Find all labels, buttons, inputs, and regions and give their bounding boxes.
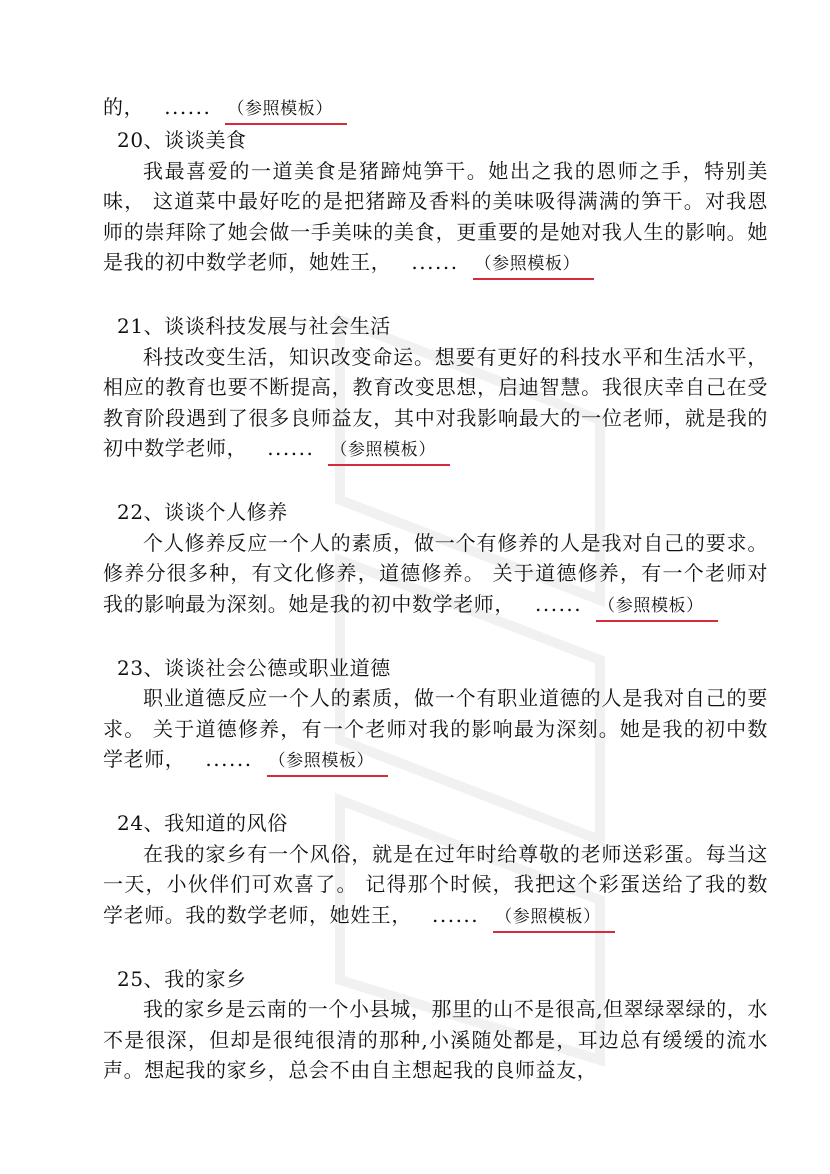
section-22: [103, 497, 768, 622]
ellipsis: ......: [164, 95, 212, 119]
section-paragraph: [103, 528, 768, 622]
template-reference-link[interactable]: （参照模板）: [225, 98, 347, 125]
section-paragraph: [103, 156, 768, 281]
paragraph-text: 我最喜爱的一道美食是猪蹄炖笋干。她出之我的恩师之手，特别美味， 这道菜中最好吃的是把猪蹄及香料的美味吸得满满的笋干。对我恩师的崇拜除了她会做一手美味的美食，更重要的是她对我人生的影响。她是我的初中数学老师，她姓王，: [103, 158, 768, 274]
ellipsis: ......: [267, 436, 315, 460]
section-25: [103, 964, 768, 1086]
section-20: [103, 125, 768, 280]
section-23: [103, 653, 768, 778]
template-reference-link[interactable]: （参照模板）: [473, 253, 595, 280]
ellipsis: ......: [432, 902, 480, 927]
section-24: [103, 808, 768, 933]
section-paragraph: [103, 342, 768, 467]
section-paragraph: [103, 994, 768, 1086]
section-paragraph: [103, 683, 768, 777]
paragraph-text: 在我的家乡有一个风俗，就是在过年时给尊敬的老师送彩蛋。每当这一天，小伙伴们可欢喜了。 记得那个时候，我把这个彩蛋送给了我的数学老师。我的数学老师，她姓王，: [103, 841, 768, 927]
section-heading: 20、谈谈美食: [117, 128, 247, 152]
section-paragraph: [103, 839, 768, 933]
ellipsis: ......: [535, 591, 583, 616]
template-reference-link[interactable]: （参照模板）: [493, 906, 615, 933]
template-reference-link[interactable]: （参照模板）: [267, 750, 389, 777]
section-heading: 21、谈谈科技发展与社会生活: [117, 314, 391, 338]
document-page: [103, 92, 768, 1086]
section-heading: 22、谈谈个人修养: [117, 500, 288, 524]
ellipsis: ......: [411, 250, 459, 274]
paragraph-text: 科技改变生活，知识改变命运。想要有更好的科技水平和生活水平，相应的教育也要不断提高，教育改变思想，启迪智慧。我很庆幸自己在受教育阶段遇到了很多良师益友，其中对我影响最大的一位老师，就是我的初中数学老师，: [103, 344, 768, 460]
template-reference-link[interactable]: （参照模板）: [596, 595, 718, 622]
section-heading: 23、谈谈社会公德或职业道德: [117, 655, 391, 680]
section-heading: 25、我的家乡: [117, 966, 247, 991]
section-heading: 24、我知道的风俗: [117, 811, 288, 835]
section-21: [103, 311, 768, 466]
lead-text: 的，: [103, 95, 145, 119]
paragraph-text: 个人修养反应一个人的素质，做一个有修养的人是我对自己的要求。修养分很多种，有文化修养，道德修养。 关于道德修养，有一个老师对我的影响最为深刻。她是我的初中数学老师，: [103, 530, 768, 616]
ellipsis: ......: [205, 747, 253, 771]
paragraph-text: 我的家乡是云南的一个小县城，那里的山不是很高,但翠绿翠绿的，水不是很深，但却是很纯很清的那种,小溪随处都是，耳边总有缓缓的流水声。想起我的家乡，总会不由自主想起我的良师益友，: [103, 997, 768, 1082]
lead-line: [103, 92, 768, 125]
paragraph-text: 职业道德反应一个人的素质，做一个有职业道德的人是我对自己的要求。 关于道德修养，有一个老师对我的影响最为深刻。她是我的初中数学老师，: [103, 686, 768, 771]
template-reference-link[interactable]: （参照模板）: [328, 439, 450, 466]
